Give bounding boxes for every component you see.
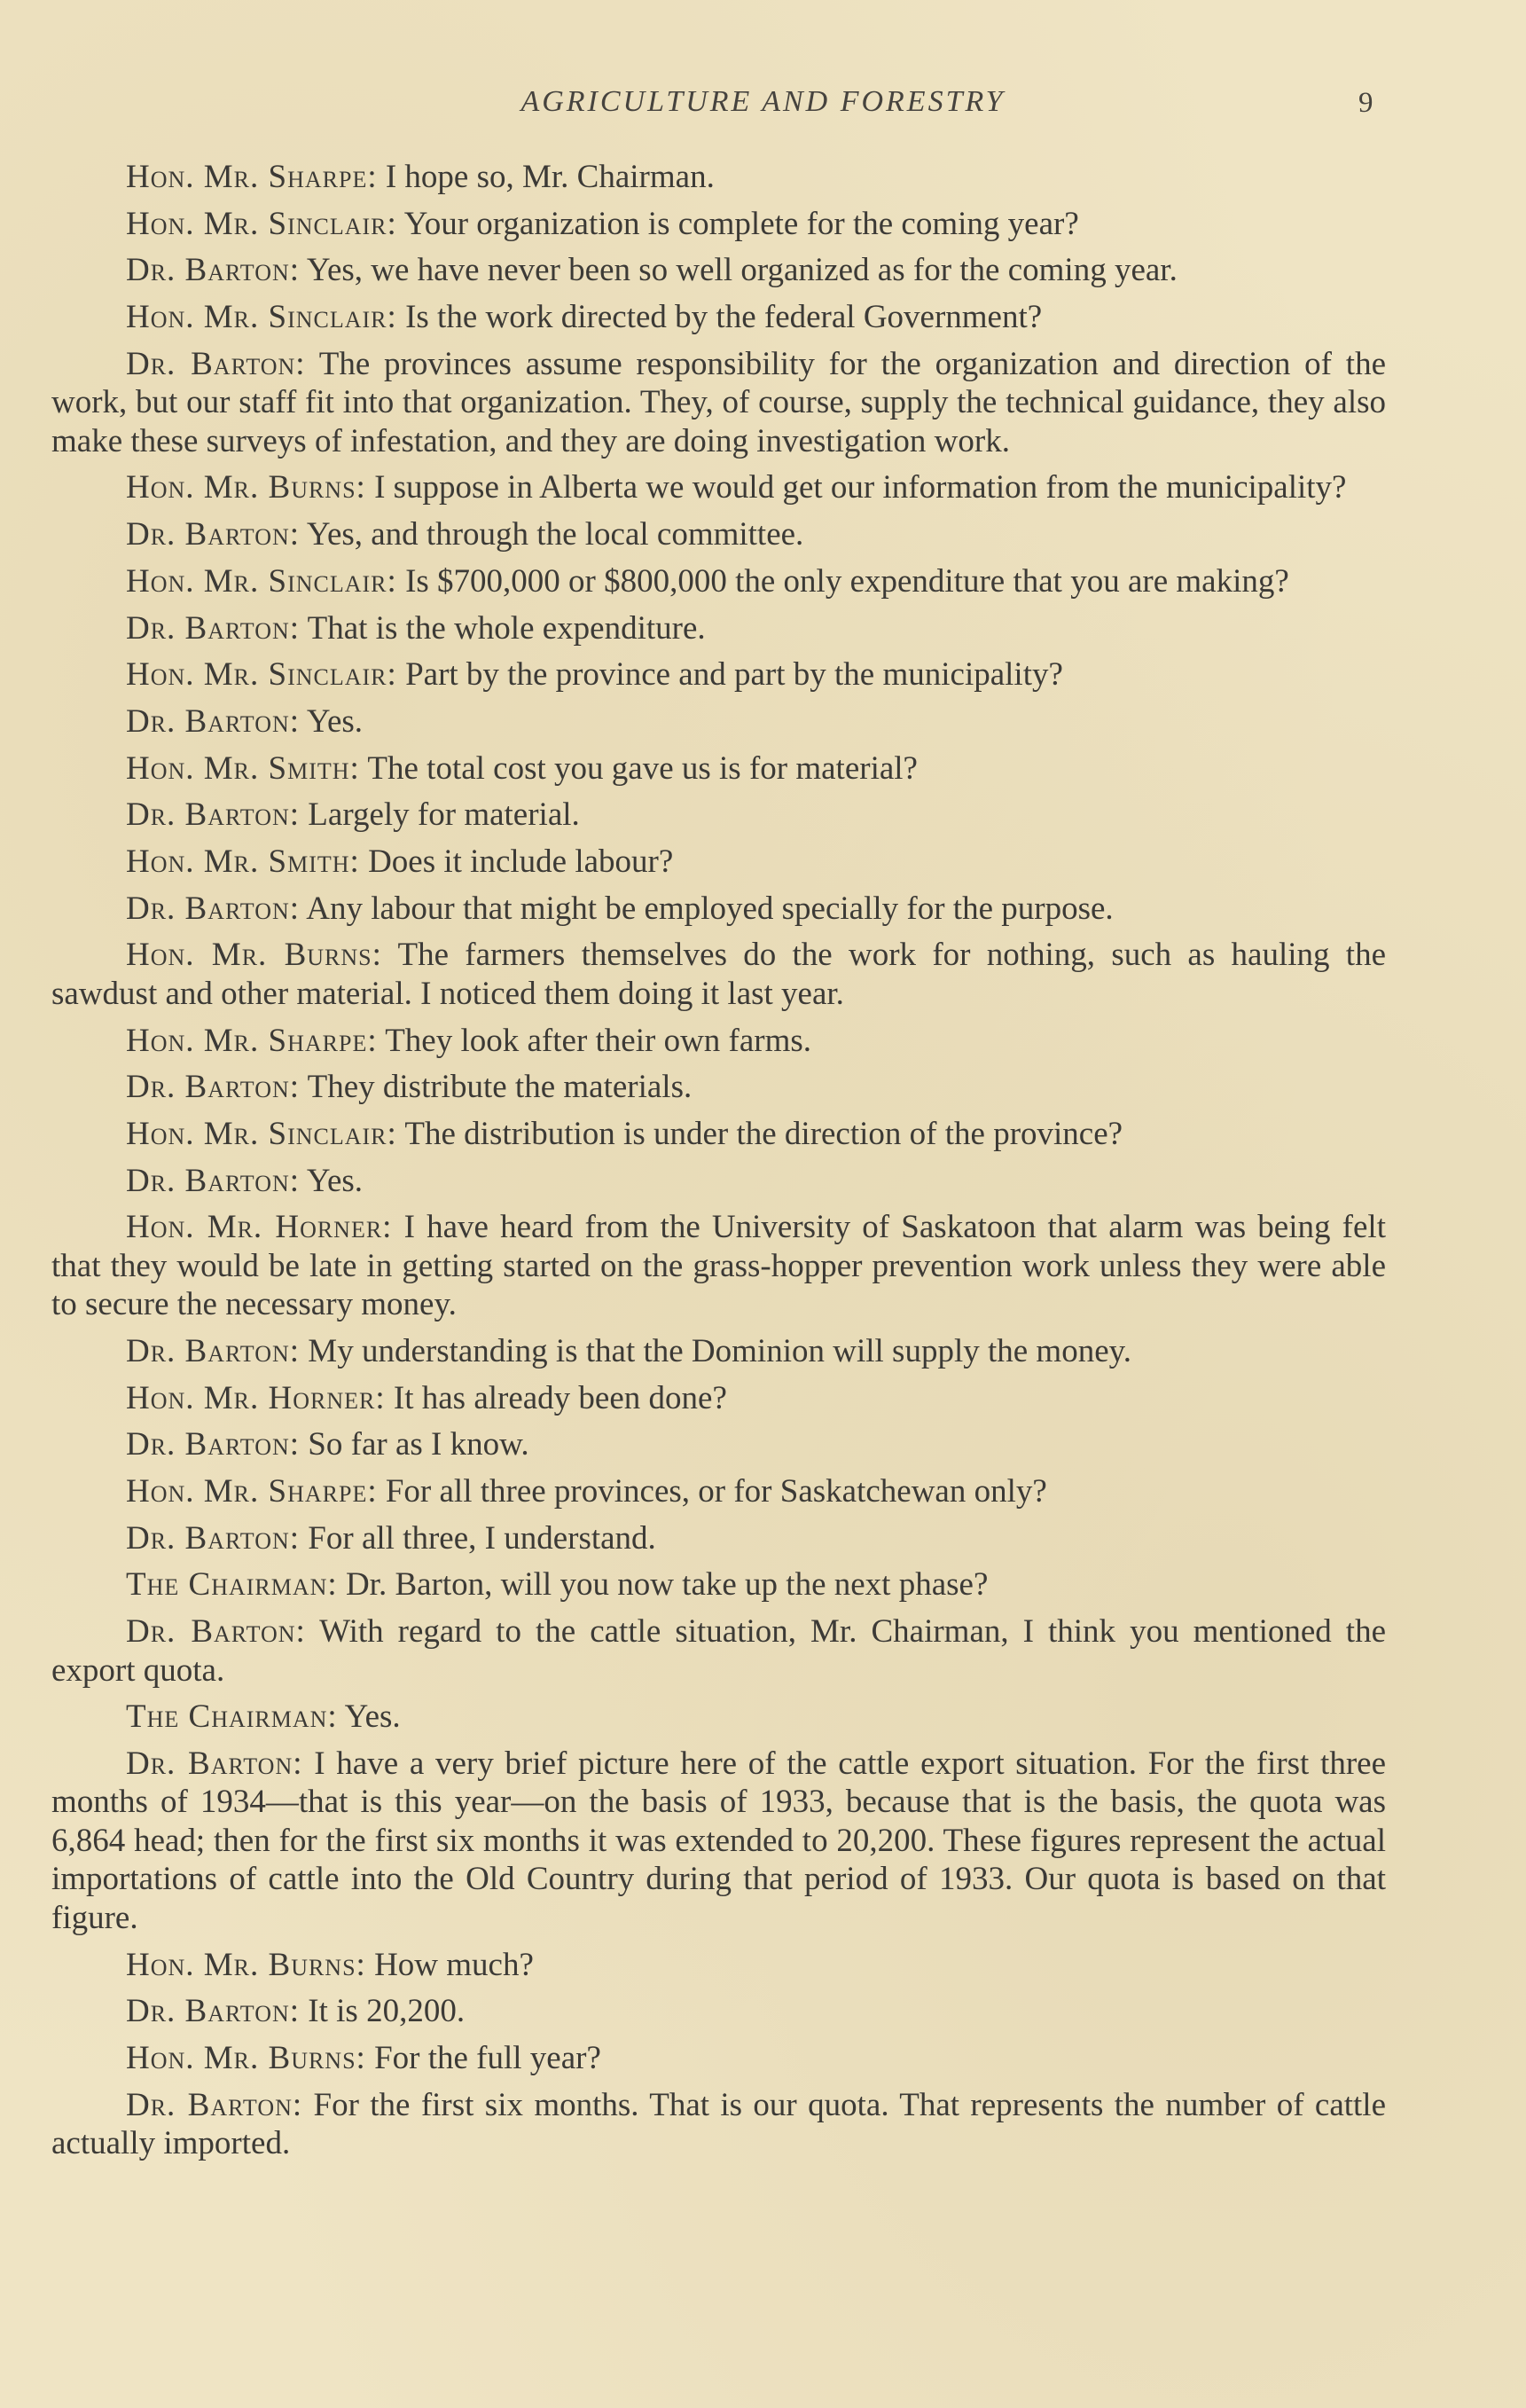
speech-text: For all three, I understand. bbox=[300, 1519, 656, 1557]
speech-text: Yes, we have never been so well organized as for the coming year. bbox=[300, 252, 1178, 289]
speaker-name: Dr. Barton: bbox=[126, 1426, 301, 1463]
speaker-name: Hon. Mr. Sharpe: bbox=[126, 1022, 378, 1059]
speaker-name: Dr. Barton: bbox=[126, 252, 301, 289]
transcript-paragraph bbox=[51, 345, 1386, 461]
speech-text: Dr. Barton, will you now take up the next phase? bbox=[337, 1566, 989, 1604]
speaker-name: Hon. Mr. Sharpe: bbox=[126, 1473, 378, 1510]
speaker-name: Dr. Barton: bbox=[126, 609, 301, 647]
speaker-name: Hon. Mr. Burns: bbox=[126, 469, 366, 506]
speaker-name: Dr. Barton: bbox=[126, 1332, 301, 1369]
transcript-paragraph bbox=[51, 468, 1386, 507]
transcript-paragraph bbox=[51, 2039, 1386, 2078]
speaker-name: Dr. Barton: bbox=[126, 2086, 303, 2123]
speaker-name: Dr. Barton: bbox=[126, 1613, 306, 1651]
speech-text: It has already been done? bbox=[385, 1379, 727, 1416]
transcript-paragraph bbox=[51, 749, 1386, 788]
speaker-name: Hon. Mr. Burns: bbox=[126, 937, 382, 974]
speech-text: Does it include labour? bbox=[359, 843, 674, 880]
transcript-paragraph bbox=[51, 936, 1386, 1013]
speech-text: They distribute the materials. bbox=[300, 1069, 693, 1106]
speech-text: It is 20,200. bbox=[300, 1993, 466, 2030]
speech-text: For all three provinces, or for Saskatchewan only? bbox=[377, 1473, 1047, 1510]
transcript-paragraph bbox=[51, 1946, 1386, 1985]
speaker-name: Hon. Mr. Sinclair: bbox=[126, 1115, 397, 1152]
transcript-body bbox=[51, 158, 1386, 2171]
speech-text: Any labour that might be employed specially for the purpose. bbox=[300, 890, 1114, 927]
speaker-name: Dr. Barton: bbox=[126, 1519, 301, 1557]
speech-text: Is $700,000 or $800,000 the only expenditure that you are making? bbox=[396, 562, 1289, 600]
speaker-name: Dr. Barton: bbox=[126, 1069, 301, 1106]
speaker-name: Dr. Barton: bbox=[126, 516, 301, 553]
speaker-name: Dr. Barton: bbox=[126, 1745, 303, 1782]
transcript-paragraph bbox=[51, 1379, 1386, 1418]
speech-text: I have a very brief picture here of the cattle export situation. For the first three months of 1934—that is this year—on the basis of 1933, because that is the basis, the quota was 6,864 head; then for the first six months it was extended to 20,200. These figures represent the actual importations of cattle into the Old Country during that period of 1933. Our quota is based on that figure. bbox=[51, 1745, 1387, 1936]
speech-text: With regard to the cattle situation, Mr. Chairman, I think you mentioned the export quota. bbox=[51, 1613, 1386, 1689]
speaker-name: Hon. Mr. Sinclair: bbox=[126, 656, 397, 694]
transcript-paragraph bbox=[51, 1612, 1386, 1690]
speech-text: Yes. bbox=[300, 702, 364, 740]
speaker-name: Dr. Barton: bbox=[126, 890, 301, 927]
transcript-paragraph bbox=[51, 1115, 1386, 1154]
speech-text: For the full year? bbox=[365, 2040, 601, 2076]
speech-text: Is the work directed by the federal Government? bbox=[396, 299, 1043, 336]
transcript-paragraph bbox=[51, 655, 1386, 694]
transcript-paragraph bbox=[51, 843, 1386, 882]
speech-text: That is the whole expenditure. bbox=[300, 609, 706, 647]
speech-text: So far as I know. bbox=[300, 1426, 529, 1463]
speech-text: Largely for material. bbox=[300, 796, 580, 834]
transcript-paragraph bbox=[51, 1745, 1386, 1938]
speech-text: I suppose in Alberta we would get our information from the municipality? bbox=[365, 469, 1347, 506]
speech-text: My understanding is that the Dominion will supply the money. bbox=[300, 1332, 1131, 1369]
transcript-paragraph bbox=[51, 1208, 1386, 1324]
transcript-paragraph bbox=[51, 298, 1386, 337]
speaker-name: The Chairman: bbox=[126, 1566, 338, 1604]
transcript-paragraph bbox=[51, 158, 1386, 197]
speaker-name: Hon. Mr. Burns: bbox=[126, 1946, 366, 1983]
speech-text: For the first six months. That is our quota. That represents the number of cattle actually imported. bbox=[51, 2086, 1386, 2162]
speaker-name: Dr. Barton: bbox=[126, 702, 301, 740]
speaker-name: Hon. Mr. Horner: bbox=[126, 1379, 386, 1416]
speaker-name: The Chairman: bbox=[126, 1698, 338, 1736]
speech-text: Your organization is complete for the coming year? bbox=[396, 205, 1079, 242]
speech-text: The total cost you gave us is for material? bbox=[359, 749, 918, 787]
transcript-paragraph bbox=[51, 1332, 1386, 1371]
transcript-paragraph bbox=[51, 1565, 1386, 1604]
transcript-paragraph bbox=[51, 796, 1386, 835]
transcript-paragraph bbox=[51, 1519, 1386, 1558]
transcript-paragraph bbox=[51, 1022, 1386, 1061]
speech-text: The distribution is under the direction of the province? bbox=[396, 1115, 1123, 1152]
speaker-name: Dr. Barton: bbox=[126, 796, 301, 834]
transcript-paragraph bbox=[51, 1162, 1386, 1201]
speech-text: Yes. bbox=[337, 1698, 401, 1736]
speaker-name: Hon. Mr. Horner: bbox=[126, 1209, 393, 1246]
speech-text: The farmers themselves do the work for nothing, such as hauling the sawdust and other material. I noticed them doing it last year. bbox=[51, 937, 1386, 1012]
speaker-name: Hon. Mr. Smith: bbox=[126, 843, 360, 880]
speaker-name: Dr. Barton: bbox=[126, 1993, 301, 2030]
speaker-name: Dr. Barton: bbox=[126, 345, 306, 382]
speaker-name: Hon. Mr. Smith: bbox=[126, 749, 360, 787]
transcript-paragraph bbox=[51, 702, 1386, 741]
running-title: AGRICULTURE AND FORESTRY bbox=[520, 85, 1006, 118]
speech-text: I have heard from the University of Saskatoon that alarm was being felt that they would be late in getting started on the grass-hopper prevention work unless they were able to secure the necessary money. bbox=[51, 1209, 1386, 1323]
transcript-paragraph bbox=[51, 1472, 1386, 1511]
speaker-name: Hon. Mr. Sinclair: bbox=[126, 299, 397, 336]
speaker-name: Hon. Mr. Sharpe: bbox=[126, 159, 378, 195]
speech-text: The provinces assume responsibility for the organization and direction of the work, but our staff fit into that organization. They, of course, supply the technical guidance, they also make these surveys of infestation, and they are doing investigation work. bbox=[51, 345, 1386, 459]
speech-text: Yes. bbox=[300, 1162, 364, 1199]
transcript-paragraph bbox=[51, 562, 1386, 601]
speech-text: Part by the province and part by the municipality? bbox=[396, 656, 1063, 694]
transcript-paragraph bbox=[51, 2086, 1386, 2163]
transcript-paragraph bbox=[51, 1698, 1386, 1737]
transcript-paragraph bbox=[51, 205, 1386, 244]
speaker-name: Hon. Mr. Sinclair: bbox=[126, 562, 397, 600]
speech-text: How much? bbox=[365, 1946, 534, 1983]
transcript-paragraph bbox=[51, 890, 1386, 929]
transcript-paragraph bbox=[51, 1992, 1386, 2031]
transcript-paragraph bbox=[51, 251, 1386, 290]
speaker-name: Hon. Mr. Sinclair: bbox=[126, 205, 397, 242]
transcript-paragraph bbox=[51, 609, 1386, 648]
transcript-paragraph bbox=[51, 1068, 1386, 1107]
transcript-paragraph bbox=[51, 515, 1386, 554]
page-number: 9 bbox=[1358, 87, 1373, 119]
transcript-paragraph bbox=[51, 1425, 1386, 1464]
speech-text: Yes, and through the local committee. bbox=[300, 516, 804, 553]
speech-text: They look after their own farms. bbox=[377, 1022, 812, 1059]
speaker-name: Dr. Barton: bbox=[126, 1162, 301, 1199]
speech-text: I hope so, Mr. Chairman. bbox=[377, 159, 715, 195]
speaker-name: Hon. Mr. Burns: bbox=[126, 2040, 366, 2076]
